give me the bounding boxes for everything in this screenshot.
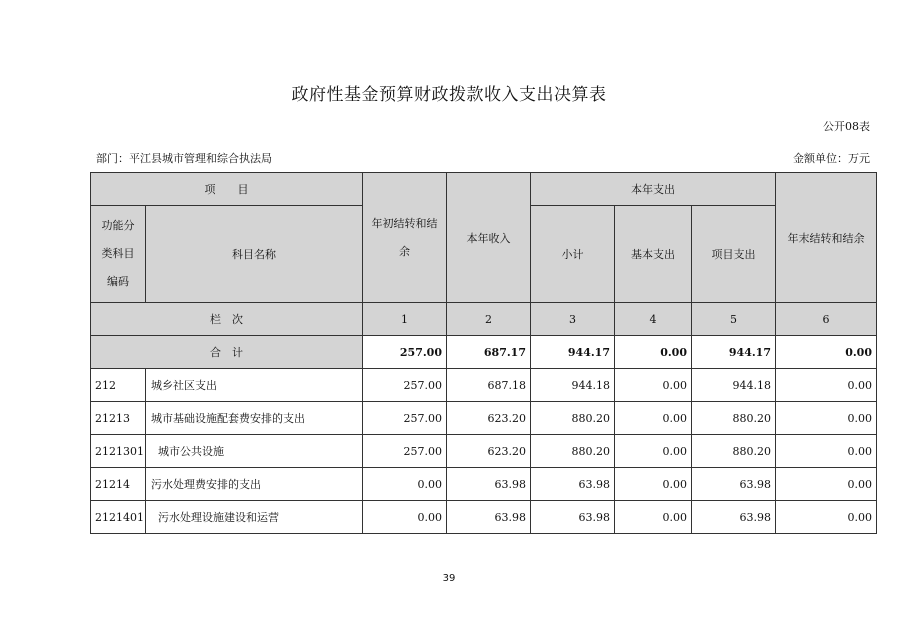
row-code: 21213: [91, 402, 146, 435]
unit-label: 金额单位：万元: [793, 152, 870, 165]
row-value: 63.98: [447, 501, 531, 534]
row-value: 0.00: [776, 501, 877, 534]
table-row: [91, 435, 877, 468]
row-value: 0.00: [615, 435, 692, 468]
col-number: 1: [363, 303, 447, 336]
row-name: 污水处理设施建设和运营: [146, 501, 363, 534]
header-func-code: [91, 206, 146, 303]
header-func-code-line1: 功能分: [101, 219, 135, 232]
total-value: 944.17: [692, 336, 776, 369]
row-value: 0.00: [615, 369, 692, 402]
row-value: 0.00: [615, 402, 692, 435]
row-name: 城市基础设施配套费安排的支出: [146, 402, 363, 435]
total-value: 944.17: [531, 336, 615, 369]
row-code: 212: [91, 369, 146, 402]
row-value: 0.00: [776, 369, 877, 402]
row-value: 880.20: [692, 435, 776, 468]
row-value: 63.98: [692, 468, 776, 501]
col-number: 6: [776, 303, 877, 336]
header-carry-begin-line2: 余: [399, 244, 410, 258]
col-number: 4: [615, 303, 692, 336]
row-value: 687.18: [447, 369, 531, 402]
row-value: 880.20: [531, 402, 615, 435]
header-income: 本年收入: [447, 173, 531, 303]
row-value: 0.00: [363, 501, 447, 534]
row-value: 257.00: [363, 369, 447, 402]
row-value: 63.98: [447, 468, 531, 501]
row-value: 0.00: [776, 402, 877, 435]
department-label: 部门：平江县城市管理和综合执法局: [96, 152, 272, 165]
row-code: 21214: [91, 468, 146, 501]
total-value: 0.00: [776, 336, 877, 369]
budget-table: [90, 172, 877, 534]
page-title: 政府性基金预算财政拨款收入支出决算表: [291, 85, 607, 105]
row-value: 0.00: [776, 468, 877, 501]
row-value: 0.00: [615, 468, 692, 501]
header-subject-name: 科目名称: [146, 206, 363, 303]
row-name: 污水处理费安排的支出: [146, 468, 363, 501]
row-value: 880.20: [692, 402, 776, 435]
row-value: 944.18: [692, 369, 776, 402]
row-value: 623.20: [447, 402, 531, 435]
row-value: 0.00: [363, 468, 447, 501]
total-value: 257.00: [363, 336, 447, 369]
header-basic: 基本支出: [615, 206, 692, 303]
table-row: [91, 501, 877, 534]
header-carry-begin-line1: 年初结转和结: [371, 216, 438, 230]
header-carry-end: 年末结转和结余: [776, 173, 877, 303]
row-value: 944.18: [531, 369, 615, 402]
row-value: 623.20: [447, 435, 531, 468]
header-column-seq: 栏 次: [91, 303, 363, 336]
row-value: 257.00: [363, 435, 447, 468]
total-label: 合 计: [91, 336, 363, 369]
form-number: 公开08表: [823, 120, 870, 133]
total-value: 687.17: [447, 336, 531, 369]
table-row: [91, 369, 877, 402]
header-carry-begin: [363, 173, 447, 303]
header-func-code-line3: 编码: [107, 275, 129, 288]
table-row: [91, 468, 877, 501]
header-expense-group: 本年支出: [531, 173, 776, 206]
header-func-code-line2: 类科目: [101, 247, 135, 260]
total-row: [91, 336, 877, 369]
col-number: 5: [692, 303, 776, 336]
total-value: 0.00: [615, 336, 692, 369]
row-value: 257.00: [363, 402, 447, 435]
row-value: 0.00: [615, 501, 692, 534]
row-name: 城乡社区支出: [146, 369, 363, 402]
row-code: 2121301: [91, 435, 146, 468]
header-project: 项目支出: [692, 206, 776, 303]
header-subtotal: 小计: [531, 206, 615, 303]
row-value: 63.98: [692, 501, 776, 534]
row-value: 63.98: [531, 501, 615, 534]
table-row: [91, 402, 877, 435]
header-item: 项 目: [91, 173, 363, 206]
row-value: 63.98: [531, 468, 615, 501]
row-value: 880.20: [531, 435, 615, 468]
page-number: 39: [442, 573, 456, 584]
row-name: 城市公共设施: [146, 435, 363, 468]
col-number: 2: [447, 303, 531, 336]
row-code: 2121401: [91, 501, 146, 534]
row-value: 0.00: [776, 435, 877, 468]
col-number: 3: [531, 303, 615, 336]
